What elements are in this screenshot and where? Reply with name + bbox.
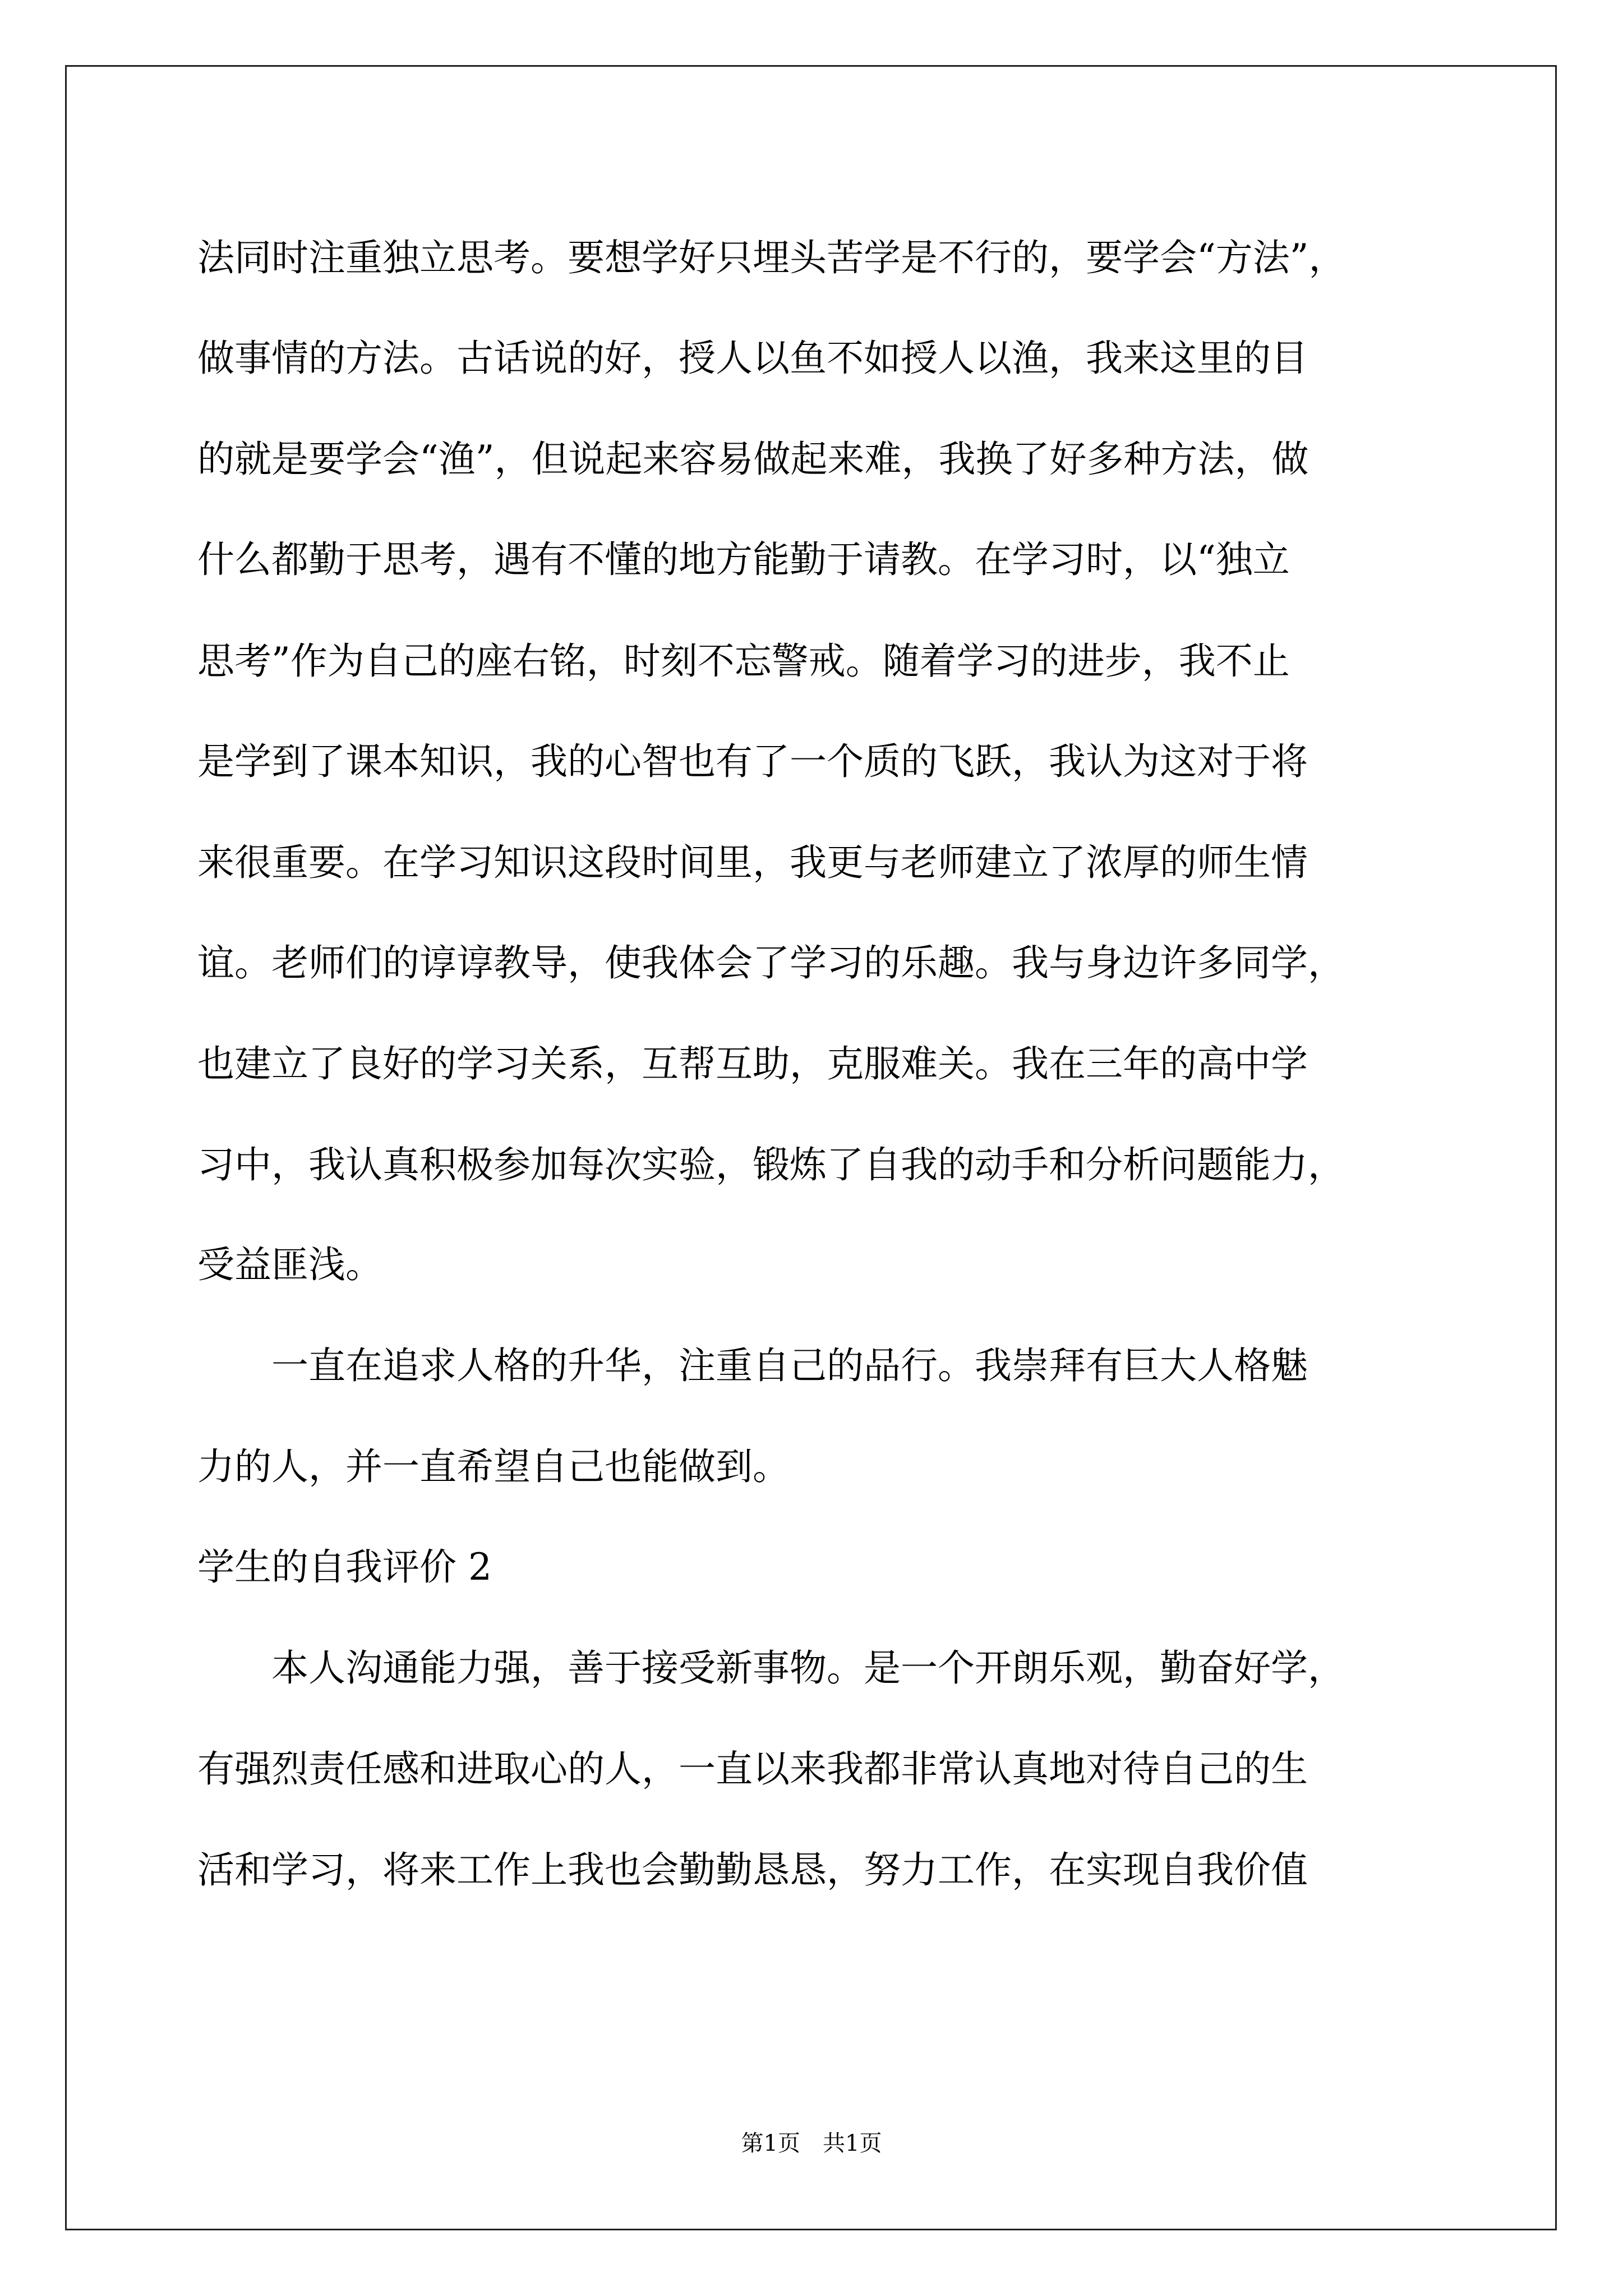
text-line: 是学到了课本知识，我的心智也有了一个质的飞跃，我认为这对于将	[197, 740, 1308, 783]
text-line: 思考”作为自己的座右铭，时刻不忘警戒。随着学习的进步，我不止	[197, 639, 1290, 683]
text-line: 什么都勤于思考，遇有不懂的地方能勤于请教。在学习时，以“独立	[197, 538, 1290, 581]
text-line: 一直在追求人格的升华，注重自己的品行。我崇拜有巨大人格魅	[197, 1344, 1308, 1387]
text-line: 受益匪浅。	[197, 1243, 382, 1286]
text-line: 做事情的方法。古话说的好，授人以鱼不如授人以渔，我来这里的目	[197, 337, 1308, 380]
text-line: 本人沟通能力强，善于接受新事物。是一个开朗乐观，勤奋好学，	[197, 1646, 1345, 1690]
text-line: 法同时注重独立思考。要想学好只埋头苦学是不行的，要学会“方法”，	[197, 236, 1346, 279]
text-line: 的就是要学会“渔”，但说起来容易做起来难，我换了好多种方法，做	[197, 438, 1309, 481]
text-line: 来很重要。在学习知识这段时间里，我更与老师建立了浓厚的师生情	[197, 841, 1308, 884]
section-heading: 学生的自我评价 2	[197, 1545, 492, 1589]
text-line: 有强烈责任感和进取心的人，一直以来我都非常认真地对待自己的生	[197, 1747, 1308, 1791]
text-line: 力的人，并一直希望自己也能做到。	[197, 1445, 790, 1488]
text-line: 也建立了良好的学习关系，互帮互助，克服难关。我在三年的高中学	[197, 1042, 1308, 1085]
text-line: 活和学习，将来工作上我也会勤勤恳恳，努力工作，在实现自我价值	[197, 1848, 1308, 1892]
text-line: 习中，我认真积极参加每次实验，锻炼了自我的动手和分析问题能力，	[197, 1143, 1345, 1186]
page-footer: 第1页 共1页	[741, 2131, 882, 2156]
text-line: 谊。老师们的谆谆教导，使我体会了学习的乐趣。我与身边许多同学，	[197, 941, 1345, 984]
